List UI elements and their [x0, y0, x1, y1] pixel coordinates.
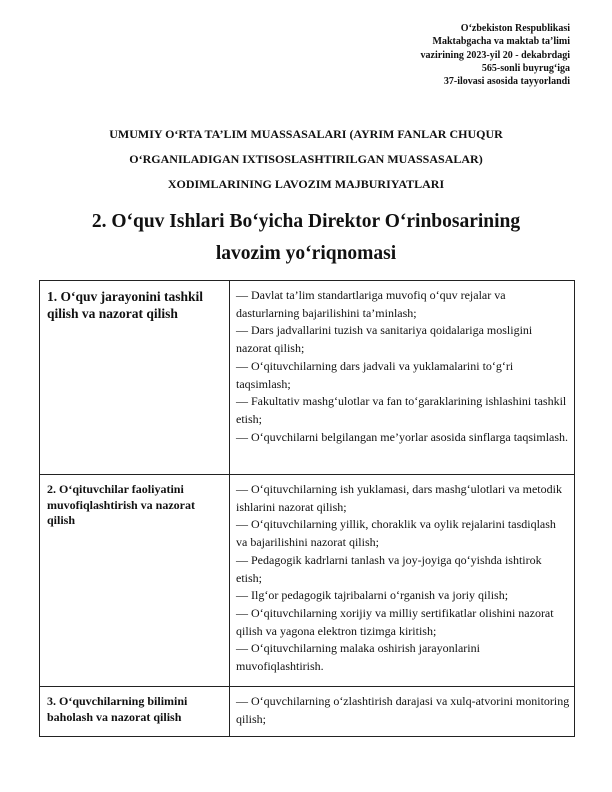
section-items-cell [230, 475, 575, 687]
table-row [40, 687, 575, 737]
approval-note-line: 565-sonli buyrug‘iga [481, 62, 570, 74]
duty-item: — O‘qituvchilarning dars jadvali va yuklamalarini to‘g‘ri taqsimlash; [236, 358, 514, 391]
section-title-cell [40, 281, 230, 475]
duty-item: — Davlat ta’lim standartlariga muvofiq o‘quv rejalar va dasturlarning bajarilishini ta’minlash; [236, 288, 506, 320]
duty-item: — O‘qituvchilarning ish yuklamasi, dars mashg‘ulotlari va metodik ishlarini nazorat qilish; [236, 482, 562, 514]
duty-item: — Dars jadvallarini tuzish va sanitariya qoidalariga mosligini nazorat qilish; [236, 323, 533, 356]
document-heading-line: UMUMIY O‘RTA TA’LIM MUASSASALARI (AYRIM FANLAR CHUQUR [109, 127, 503, 141]
section-title-cell [40, 687, 230, 737]
document-heading [40, 122, 572, 197]
section-title: 3. O‘quvchilarning bilimini baholash va nazorat qilish [47, 694, 188, 724]
table-row [40, 475, 575, 687]
duties-table [39, 280, 575, 737]
section-items-cell [230, 687, 575, 737]
duty-item: — Fakultativ mashg‘ulotlar va fan to‘garaklarining ishlashini tashkil etish; [236, 394, 567, 426]
duty-item: — O‘qituvchilarning malaka oshirish jarayonlarini muvofiqlashtirish. [236, 641, 480, 674]
section-title: 2. O‘qituvchilar faoliyatini muvofiqlashtirish va nazorat qilish [47, 482, 196, 527]
duty-item: — O‘qituvchilarning yillik, choraklik va oylik rejalarini tasdiqlash va bajarilishini nazorat qilish; [236, 517, 556, 550]
page-title-line: lavozim yo‘riqnomasi [215, 243, 397, 264]
page-title [40, 206, 572, 270]
section-title-cell [40, 475, 230, 687]
approval-note-line: Maktabgacha va maktab ta’limi [432, 36, 570, 48]
approval-note [270, 22, 570, 88]
approval-note-line: O‘zbekiston Respublikasi [460, 23, 570, 34]
page-title-line: 2. O‘quv Ishlari Bo‘yicha Direktor O‘rinbosarining [91, 211, 521, 232]
table-row [40, 281, 575, 475]
section-title: 1. O‘quv jarayonini tashkil qilish va nazorat qilish [47, 289, 204, 321]
approval-note-line: 37-ilovasi asosida tayyorlandi [443, 76, 570, 88]
duty-item: — O‘quvchilarning o‘zlashtirish darajasi va xulq-atvorini monitoring qilish; [236, 694, 570, 726]
approval-note-line: vazirining 2023-yil 20 - dekabrdagi [420, 49, 570, 61]
duty-item: — O‘quvchilarni belgilangan me’yorlar asosida sinflarga taqsimlash. [236, 429, 569, 444]
document-heading-line: O‘RGANILADIGAN IXTISOSLASHTIRILGAN MUASSASALAR) [129, 152, 483, 166]
document-heading-line: XODIMLARINING LAVOZIM MAJBURIYATLARI [167, 177, 445, 191]
duty-item: — Pedagogik kadrlarni tanlash va joy-joyiga qo‘yishda ishtirok etish; [236, 552, 542, 585]
duty-item: — Ilg‘or pedagogik tajribalarni o‘rganish va joriy qilish; [236, 588, 509, 603]
section-items-cell [230, 281, 575, 475]
duty-item: — O‘qituvchilarning xorijiy va milliy sertifikatlar olishini nazorat qilish va yagona elektron tizimga kiritish; [236, 605, 554, 638]
